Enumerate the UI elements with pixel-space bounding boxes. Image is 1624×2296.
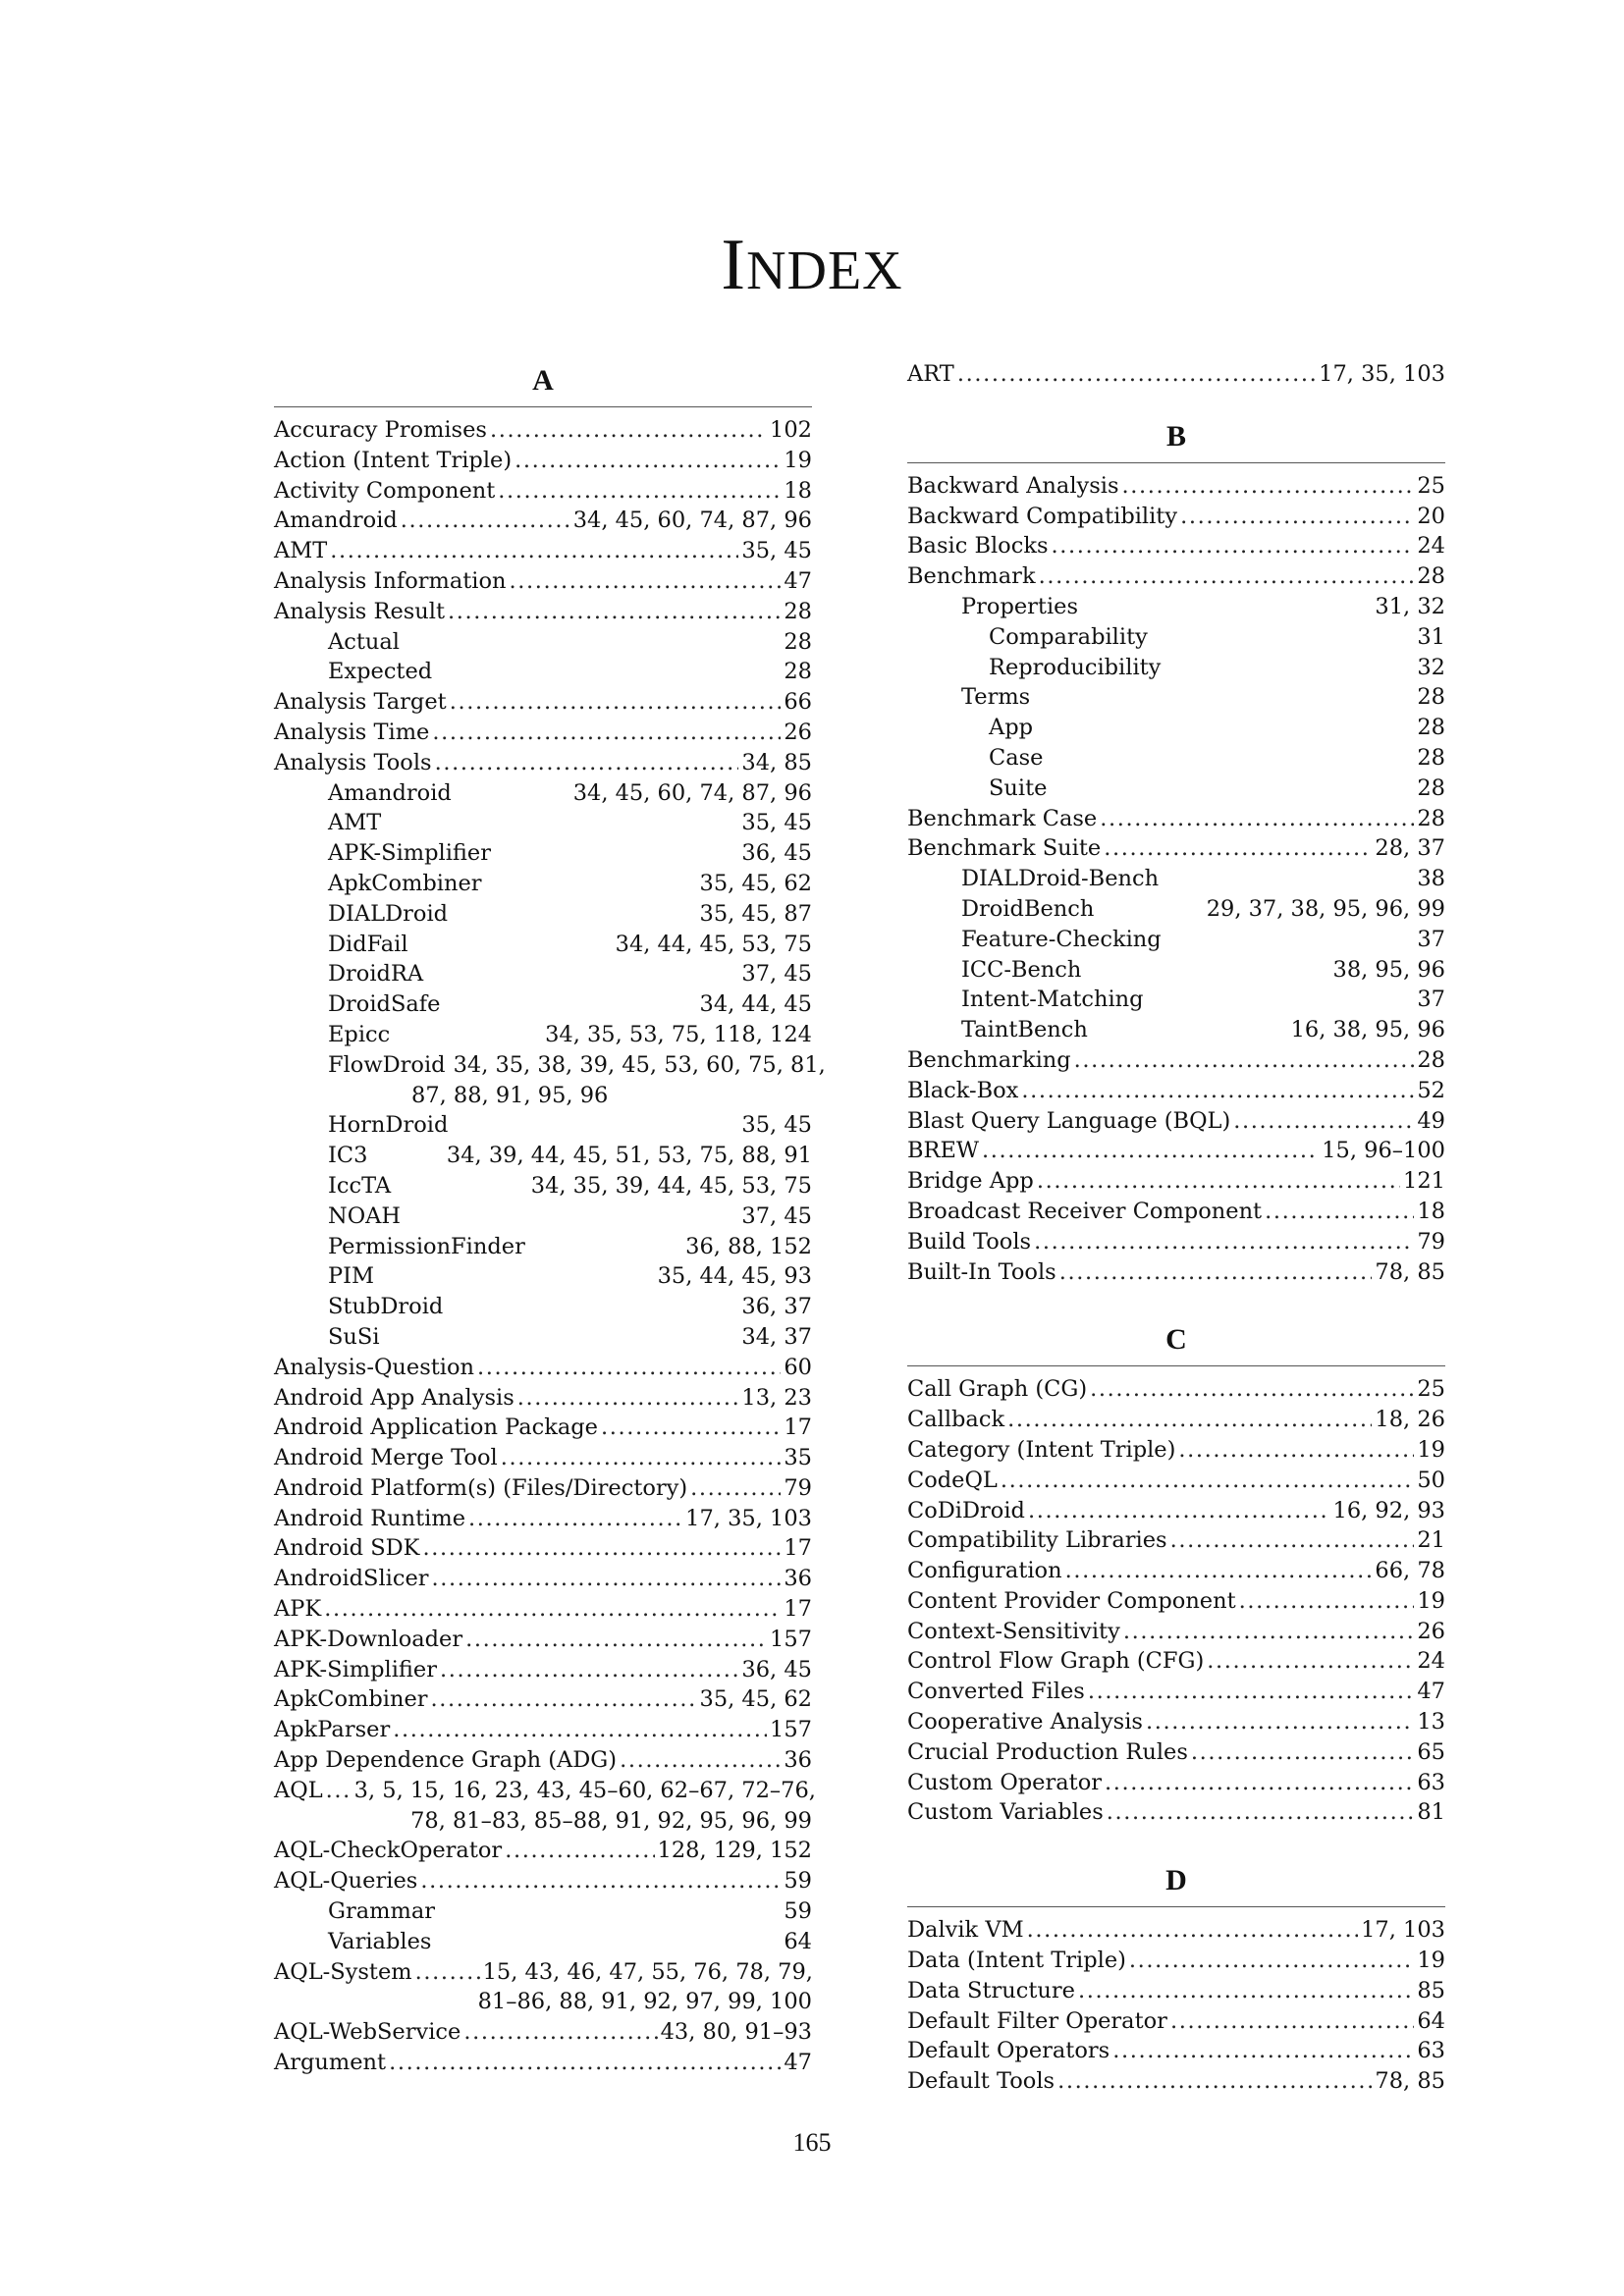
index-entry: Accuracy Promises ..... 102: [274, 415, 812, 446]
index-subentry: HornDroid 35, 45: [328, 1112, 812, 1139]
index-entry: APK-Downloader ..... 157: [274, 1625, 812, 1655]
index-subentry: Expected 28: [328, 659, 812, 685]
index-entry: AQL-System ..... 15, 43, 46, 47, 55, 76, 78, 79,: [274, 1957, 812, 1988]
index-entry: Default Operators ..... 63: [907, 2036, 1445, 2066]
index-entry: AQL ..... 3, 5, 15, 16, 23, 43, 45–60, 62–67, 72–76,: [274, 1776, 812, 1806]
index-entry: Android Runtime ..... 17, 35, 103: [274, 1504, 812, 1534]
index-subentry: DidFail 34, 44, 45, 53, 75: [328, 931, 812, 957]
index-entry: Analysis Result ..... 28: [274, 597, 812, 627]
index-entry: Android Platform(s) (Files/Directory) ..... 79: [274, 1473, 812, 1504]
index-entry-continuation: 87, 88, 91, 95, 96: [411, 1082, 609, 1108]
section-heading-d: D: [907, 1859, 1445, 1907]
index-entry: Activity Component ..... 18: [274, 476, 812, 507]
index-entry: ApkParser ..... 157: [274, 1715, 812, 1745]
index-entry: CodeQL ..... 50: [907, 1466, 1445, 1496]
index-entry: Android SDK ..... 17: [274, 1533, 812, 1564]
index-entry: Custom Operator ..... 63: [907, 1768, 1445, 1798]
index-entry: Benchmark Case ..... 28: [907, 804, 1445, 834]
index-entry: Context-Sensitivity ..... 26: [907, 1617, 1445, 1647]
index-subentry: APK-Simplifier 36, 45: [328, 840, 812, 867]
index-subsubentry: Suite 28: [989, 774, 1445, 801]
index-subentry: TaintBench 16, 38, 95, 96: [961, 1017, 1445, 1043]
index-entry: Benchmark ..... 28: [907, 561, 1445, 592]
index-entry: Basic Blocks ..... 24: [907, 531, 1445, 561]
index-entry: Backward Analysis ..... 25: [907, 471, 1445, 502]
index-subentry: Properties 31, 32: [961, 593, 1445, 619]
index-entry: Default Filter Operator ..... 64: [907, 2006, 1445, 2037]
section-heading-a: A: [274, 359, 812, 407]
title-rest: NDEX: [746, 240, 903, 301]
index-subentry: SuSi 34, 37: [328, 1323, 812, 1350]
index-subentry: Terms 28: [961, 684, 1445, 711]
index-subsubentry: App 28: [989, 715, 1445, 741]
index-subsubentry: Reproducibility 32: [989, 654, 1445, 680]
index-subentry: DIALDroid-Bench 38: [961, 866, 1445, 892]
index-subentry: Grammar 59: [328, 1898, 812, 1925]
index-entry: Control Flow Graph (CFG) ..... 24: [907, 1646, 1445, 1677]
index-entry: Data Structure ..... 85: [907, 1976, 1445, 2006]
index-entry: Analysis Target ..... 66: [274, 687, 812, 718]
index-entry: Analysis-Question ..... 60: [274, 1353, 812, 1383]
index-subentry: Actual 28: [328, 628, 812, 655]
index-entry: Default Tools ..... 78, 85: [907, 2066, 1445, 2097]
index-entry: Amandroid ..... 34, 45, 60, 74, 87, 96: [274, 506, 812, 536]
index-subentry: FlowDroid 34, 35, 38, 39, 45, 53, 60, 75, 81,: [328, 1051, 826, 1078]
index-entry: Black-Box ..... 52: [907, 1076, 1445, 1106]
section-heading-c: C: [907, 1318, 1445, 1366]
index-subentry: Variables 64: [328, 1928, 812, 1954]
index-subsubentry: Case 28: [989, 744, 1445, 771]
index-entry: Analysis Time ..... 26: [274, 718, 812, 748]
index-entry: Backward Compatibility ..... 20: [907, 502, 1445, 532]
index-entry: AQL-CheckOperator ..... 128, 129, 152: [274, 1836, 812, 1866]
index-entry: Content Provider Component ..... 19: [907, 1586, 1445, 1617]
index-entry: Cooperative Analysis ..... 13: [907, 1707, 1445, 1737]
index-entry: Call Graph (CG) ..... 25: [907, 1374, 1445, 1405]
index-subentry: IccTA 34, 35, 39, 44, 45, 53, 75: [328, 1172, 812, 1199]
index-entry: Callback ..... 18, 26: [907, 1405, 1445, 1435]
index-entry: Broadcast Receiver Component ..... 18: [907, 1197, 1445, 1227]
index-subentry: AMT 35, 45: [328, 810, 812, 836]
index-entry: Argument ..... 47: [274, 2048, 812, 2078]
page-title: [0, 224, 1624, 307]
index-entry: App Dependence Graph (ADG) ..... 36: [274, 1745, 812, 1776]
index-entry-continuation: 78, 81–83, 85–88, 91, 92, 95, 96, 99: [410, 1807, 812, 1834]
index-entry: AMT ..... 35, 45: [274, 536, 812, 566]
index-entry: Action (Intent Triple) ..... 19: [274, 446, 812, 476]
index-entry: Custom Variables ..... 81: [907, 1797, 1445, 1828]
index-subentry: DroidSafe 34, 44, 45: [328, 991, 812, 1018]
page-number: 165: [792, 2128, 832, 2157]
index-subentry: PermissionFinder 36, 88, 152: [328, 1233, 812, 1259]
index-entry: AndroidSlicer ..... 36: [274, 1564, 812, 1594]
index-entry: Build Tools ..... 79: [907, 1227, 1445, 1257]
index-entry: Built-In Tools ..... 78, 85: [907, 1257, 1445, 1288]
index-subentry: DroidRA 37, 45: [328, 961, 812, 988]
index-subentry: DroidBench 29, 37, 38, 95, 96, 99: [961, 895, 1445, 922]
index-entry: Converted Files ..... 47: [907, 1677, 1445, 1707]
index-subentry: IC3 34, 39, 44, 45, 51, 53, 75, 88, 91: [328, 1143, 812, 1169]
index-subentry: Feature-Checking 37: [961, 926, 1445, 952]
index-entry: Data (Intent Triple) ..... 19: [907, 1946, 1445, 1976]
index-subentry: NOAH 37, 45: [328, 1202, 812, 1229]
index-entry: APK-Simplifier ..... 36, 45: [274, 1655, 812, 1685]
index-entry: Benchmarking ..... 28: [907, 1045, 1445, 1076]
index-entry: ApkCombiner ..... 35, 45, 62: [274, 1684, 812, 1715]
index-entry: Blast Query Language (BQL) ..... 49: [907, 1106, 1445, 1137]
index-subentry: Amandroid 34, 45, 60, 74, 87, 96: [328, 779, 812, 806]
index-column-left: [274, 359, 826, 2078]
index-entry: Android Application Package ..... 17: [274, 1413, 812, 1443]
index-subentry: PIM 35, 44, 45, 93: [328, 1263, 812, 1290]
index-entry: BREW ..... 15, 96–100: [907, 1136, 1445, 1166]
index-entry: Crucial Production Rules ..... 65: [907, 1737, 1445, 1768]
index-entry: Android Merge Tool ..... 35: [274, 1443, 812, 1473]
index-subsubentry: Comparability 31: [989, 623, 1445, 650]
index-entry: Analysis Information ..... 47: [274, 566, 812, 597]
index-column-right: [907, 359, 1445, 2097]
index-entry: Android App Analysis ..... 13, 23: [274, 1383, 812, 1414]
index-entry: Bridge App ..... 121: [907, 1166, 1445, 1197]
index-subentry: ICC-Bench 38, 95, 96: [961, 956, 1445, 983]
index-subentry: Epicc 34, 35, 53, 75, 118, 124: [328, 1021, 812, 1047]
index-entry: Configuration ..... 66, 78: [907, 1556, 1445, 1586]
index-entry: Analysis Tools ..... 34, 85: [274, 748, 812, 778]
index-entry: Category (Intent Triple) ..... 19: [907, 1435, 1445, 1466]
index-entry: APK ..... 17: [274, 1594, 812, 1625]
title-initial: I: [721, 225, 747, 305]
index-entry: AQL-WebService ..... 43, 80, 91–93: [274, 2017, 812, 2048]
index-entry: AQL-Queries ..... 59: [274, 1866, 812, 1896]
index-subentry: StubDroid 36, 37: [328, 1294, 812, 1320]
index-entry: CoDiDroid ..... 16, 92, 93: [907, 1496, 1445, 1526]
index-entry: Compatibility Libraries ..... 21: [907, 1525, 1445, 1556]
section-heading-b: B: [907, 415, 1445, 463]
index-subentry: Intent-Matching 37: [961, 987, 1445, 1013]
index-entry: Dalvik VM ..... 17, 103: [907, 1915, 1445, 1946]
index-subentry: ApkCombiner 35, 45, 62: [328, 870, 812, 896]
index-subentry: DIALDroid 35, 45, 87: [328, 900, 812, 927]
index-entry: ART ..... 17, 35, 103: [907, 359, 1445, 390]
index-entry: Benchmark Suite ..... 28, 37: [907, 833, 1445, 864]
index-entry-continuation: 81–86, 88, 91, 92, 97, 99, 100: [477, 1989, 812, 2015]
